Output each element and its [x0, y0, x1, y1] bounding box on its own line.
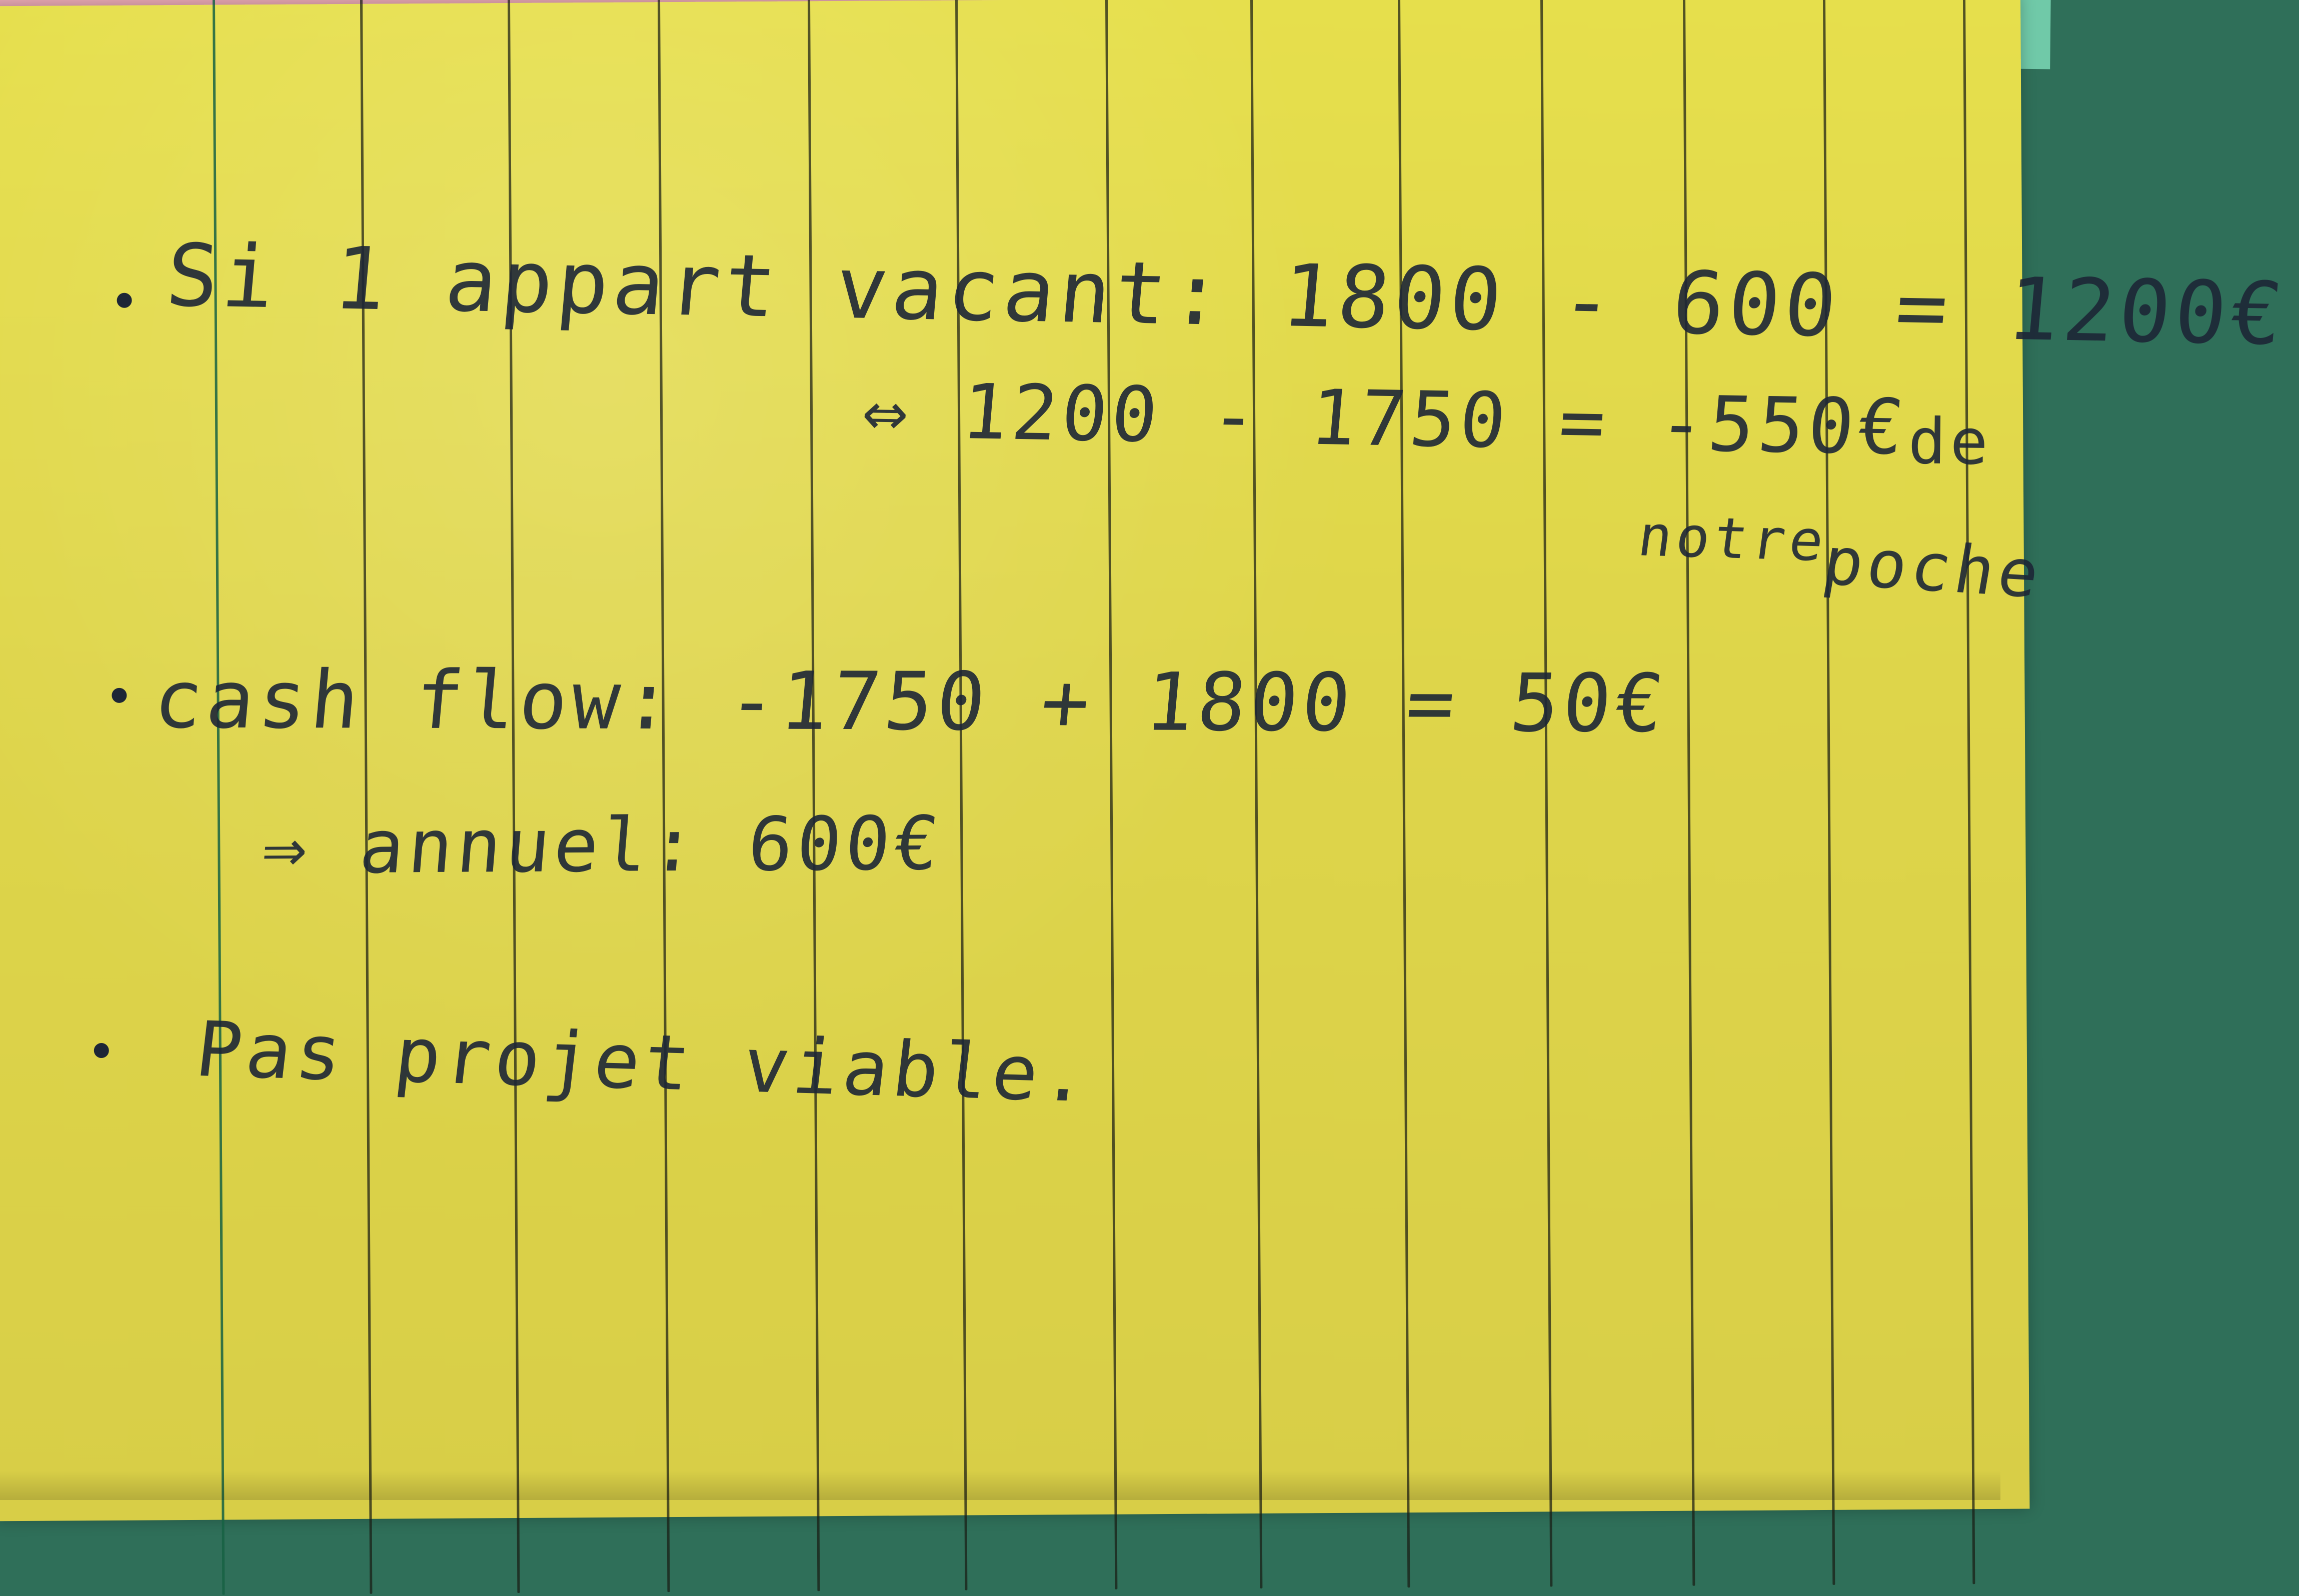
conclusion-text: Pas projet viable.	[191, 1005, 1097, 1120]
handwritten-poche: poche	[1817, 522, 2049, 614]
vertical-rule	[1683, 0, 1695, 1586]
cashflow-calculation: cash flow: -1750 + 1800 = 50€	[150, 652, 1672, 750]
pocket-calculation: ⇔ 1200 - 1750 = -550€	[859, 366, 1912, 472]
vertical-rule	[1398, 0, 1410, 1588]
annual-cashflow: ⇒ annuel: 600€	[259, 800, 946, 891]
vertical-rule	[1540, 0, 1553, 1586]
vertical-rule	[955, 0, 968, 1590]
vertical-rule	[1823, 0, 1835, 1585]
bullet-cashflow	[112, 688, 127, 703]
vertical-rule	[1250, 0, 1263, 1588]
bullet-conclusion	[94, 1043, 109, 1058]
handwritten-de: de	[1907, 404, 1992, 479]
handwritten-notre: notre	[1634, 504, 1832, 574]
bullet-vacant	[117, 293, 132, 308]
vertical-rule	[1105, 0, 1118, 1590]
bottom-shadow	[0, 1470, 2000, 1500]
vacant-calculation: Si 1 appart vacant: 1800 - 600 = 1200€	[162, 225, 2291, 364]
vertical-rule	[1963, 0, 1975, 1584]
